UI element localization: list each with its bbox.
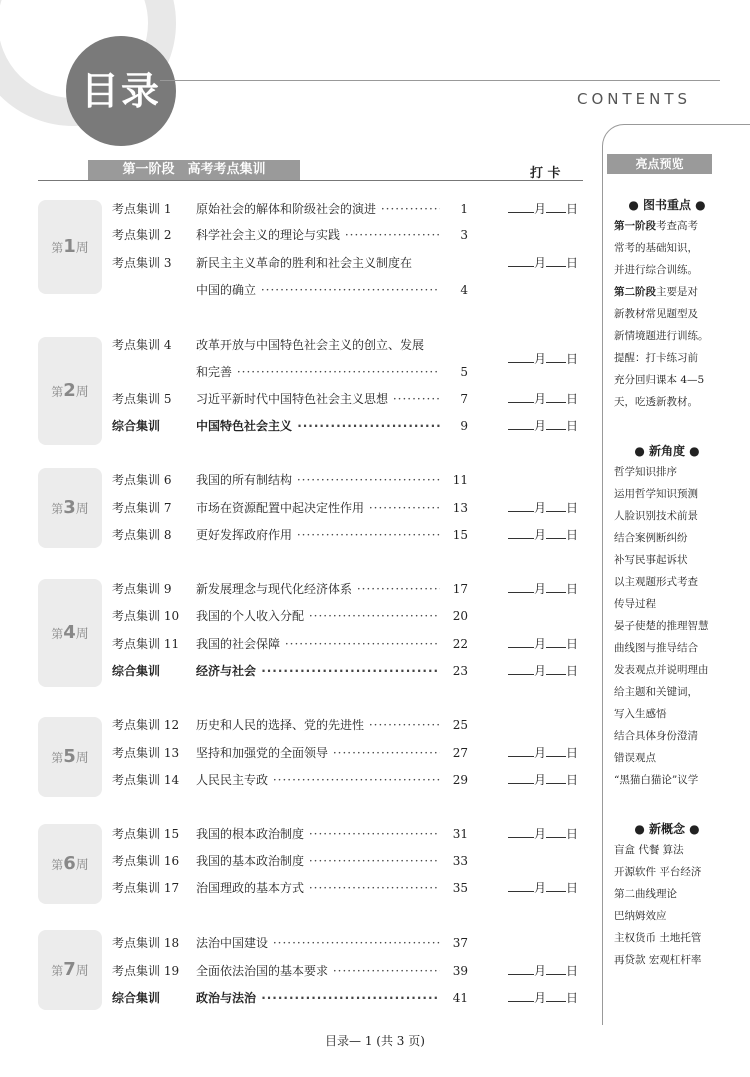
toc-row[interactable]: 考点集训 19 全面依法治国的基本要求 ····· 39 月 日 (0, 962, 600, 980)
sidebar-line: 常考的基础知识， (614, 242, 698, 254)
checkin-blank[interactable]: 月 日 (508, 350, 578, 368)
checkin-blank[interactable]: 月 日 (508, 580, 578, 598)
checkin-blank[interactable]: 月 日 (508, 825, 578, 843)
toc-row[interactable]: 考点集训 1 原始社会的解体和阶级社会的演进 ····· 1 月 日 (0, 200, 600, 218)
page-footer: 目录— 1 (共 3 页) (325, 1034, 425, 1048)
sidebar-line: 天，吃透新教材。 (614, 396, 698, 408)
sidebar-line: 晏子使楚的推理智慧 (614, 620, 709, 632)
contents-label: CONTENTS (577, 90, 692, 108)
sidebar-line: 第二阶段主要是对 (614, 286, 698, 298)
toc-row[interactable]: 考点集训 10 我国的个人收入分配 ····· 20 (0, 607, 600, 625)
sidebar-line: 传导过程 (614, 598, 656, 610)
checkin-blank[interactable]: 月 日 (508, 390, 578, 408)
checkin-blank[interactable]: 月 日 (508, 254, 578, 272)
sidebar-section-title: ● 新角度 ● (634, 444, 700, 458)
checkin-blank[interactable]: 月 日 (508, 879, 578, 897)
sidebar-line: 开源软件 平台经济 (614, 866, 702, 878)
sidebar-line: 补写民事起诉状 (614, 554, 688, 566)
sidebar-line: 发表观点并说明理由 (614, 664, 709, 676)
toc-row[interactable]: 考点集训 7 市场在资源配置中起决定性作用 ····· 13 月 日 (0, 499, 600, 517)
sidebar-line: 给主题和关键词， (614, 686, 698, 698)
week-badge: 第6周 (38, 824, 102, 904)
checkin-blank[interactable]: 月 日 (508, 417, 578, 435)
toc-row[interactable]: 考点集训 18 法治中国建设 ····· 37 (0, 934, 600, 952)
sidebar-section-title: ● 新概念 ● (634, 822, 700, 836)
toc-row[interactable]: 综合集训 中国特色社会主义 ····· 9 月 日 (0, 417, 600, 435)
sidebar-line: 再贷款 宏观杠杆率 (614, 954, 702, 966)
toc-row[interactable]: 考点集训 13 坚持和加强党的全面领导 ····· 27 月 日 (0, 744, 600, 762)
sidebar-line: 运用哲学知识预测 (614, 488, 698, 500)
sidebar-line: 结合具体身份澄清 (614, 730, 698, 742)
header-divider (160, 80, 720, 81)
toc-row[interactable]: 考点集训 9 新发展理念与现代化经济体系 ····· 17 月 日 (0, 580, 600, 598)
checkin-blank[interactable]: 月 日 (508, 989, 578, 1007)
toc-row[interactable]: 考点集训 4 改革开放与中国特色社会主义的创立、发展 (112, 338, 425, 352)
sidebar-line: 以主观题形式考查 (614, 576, 698, 588)
toc-row[interactable]: 考点集训 6 我国的所有制结构 ····· 11 (0, 471, 600, 489)
toc-row[interactable]: 考点集训 17 治国理政的基本方式 ····· 35 月 日 (0, 879, 600, 897)
toc-row[interactable]: 考点集训 3 新民主主义革命的胜利和社会主义制度在 月 日 (112, 256, 579, 270)
sidebar-line: 哲学知识排序 (614, 466, 677, 478)
toc-row[interactable]: 和完善 ····· 5 月 日 (0, 363, 600, 381)
toc-row[interactable]: 考点集训 8 更好发挥政府作用 ····· 15 月 日 (0, 526, 600, 544)
checkin-blank[interactable]: 月 日 (508, 744, 578, 762)
week-badge: 第2周 (38, 337, 102, 445)
week-badge: 第5周 (38, 717, 102, 797)
checkin-header: 打 卡 (530, 166, 561, 181)
toc-row[interactable]: 考点集训 11 我国的社会保障 ····· 22 月 日 (0, 635, 600, 653)
sidebar-line: 第二曲线理论 (614, 888, 677, 900)
sidebar-line: “黑猫白猫论”议学 (614, 774, 699, 786)
toc-row[interactable]: 考点集训 16 我国的基本政治制度 ····· 33 (0, 852, 600, 870)
sidebar-line: 巴纳姆效应 (614, 910, 667, 922)
checkin-blank[interactable]: 月 日 (508, 771, 578, 789)
toc-row[interactable]: 中国的确立 ····· 4 (0, 281, 600, 299)
checkin-blank[interactable]: 月 日 (508, 962, 578, 980)
sidebar-line: 主权货币 土地托管 (614, 932, 702, 944)
toc-row[interactable]: 考点集训 15 我国的根本政治制度 ····· 31 月 日 (0, 825, 600, 843)
sidebar-line: 充分回归课本 4—5 (614, 374, 705, 386)
sidebar-line: 提醒：打卡练习前 (614, 352, 698, 364)
toc-row[interactable]: 考点集训 14 人民民主专政 ····· 29 月 日 (0, 771, 600, 789)
sidebar-line: 新教材常见题型及 (614, 308, 698, 320)
sidebar-header: 亮点预览 (607, 154, 712, 174)
section-divider (38, 180, 583, 181)
sidebar-section-title: ● 图书重点 ● (628, 198, 706, 212)
toc-row[interactable]: 考点集训 5 习近平新时代中国特色社会主义思想 ····· 7 月 日 (0, 390, 600, 408)
toc-row[interactable]: 综合集训 政治与法治 ····· 41 月 日 (0, 989, 600, 1007)
toc-row[interactable]: 综合集训 经济与社会 ····· 23 月 日 (0, 662, 600, 680)
sidebar-line: 错误观点 (614, 752, 656, 764)
week-badge: 第7周 (38, 930, 102, 1010)
sidebar-line: 新情境题进行训练。 (614, 330, 709, 342)
sidebar-line: 曲线图与推导结合 (614, 642, 698, 654)
week-badge: 第1周 (38, 200, 102, 294)
checkin-blank[interactable]: 月 日 (508, 662, 578, 680)
sidebar-line: 写入生感悟 (614, 708, 667, 720)
sidebar-line: 人脸识别技术前景 (614, 510, 698, 522)
sidebar-line: 第一阶段考查高考 (614, 220, 698, 232)
checkin-blank[interactable]: 月 日 (508, 200, 578, 218)
page-title: 目录 (66, 36, 176, 146)
toc-row[interactable]: 考点集训 2 科学社会主义的理论与实践 ····· 3 (0, 226, 600, 244)
toc-row[interactable]: 考点集训 12 历史和人民的选择、党的先进性 ····· 25 (0, 716, 600, 734)
week-badge: 第3周 (38, 468, 102, 548)
checkin-blank[interactable]: 月 日 (508, 499, 578, 517)
sidebar-line: 并进行综合训练。 (614, 264, 698, 276)
week-badge: 第4周 (38, 579, 102, 687)
section-title-bar: 第一阶段 高考考点集训 (88, 160, 300, 180)
checkin-blank[interactable]: 月 日 (508, 635, 578, 653)
checkin-blank[interactable]: 月 日 (508, 526, 578, 544)
sidebar-line: 结合案例断纠纷 (614, 532, 688, 544)
sidebar-line: 盲盒 代餐 算法 (614, 844, 684, 856)
